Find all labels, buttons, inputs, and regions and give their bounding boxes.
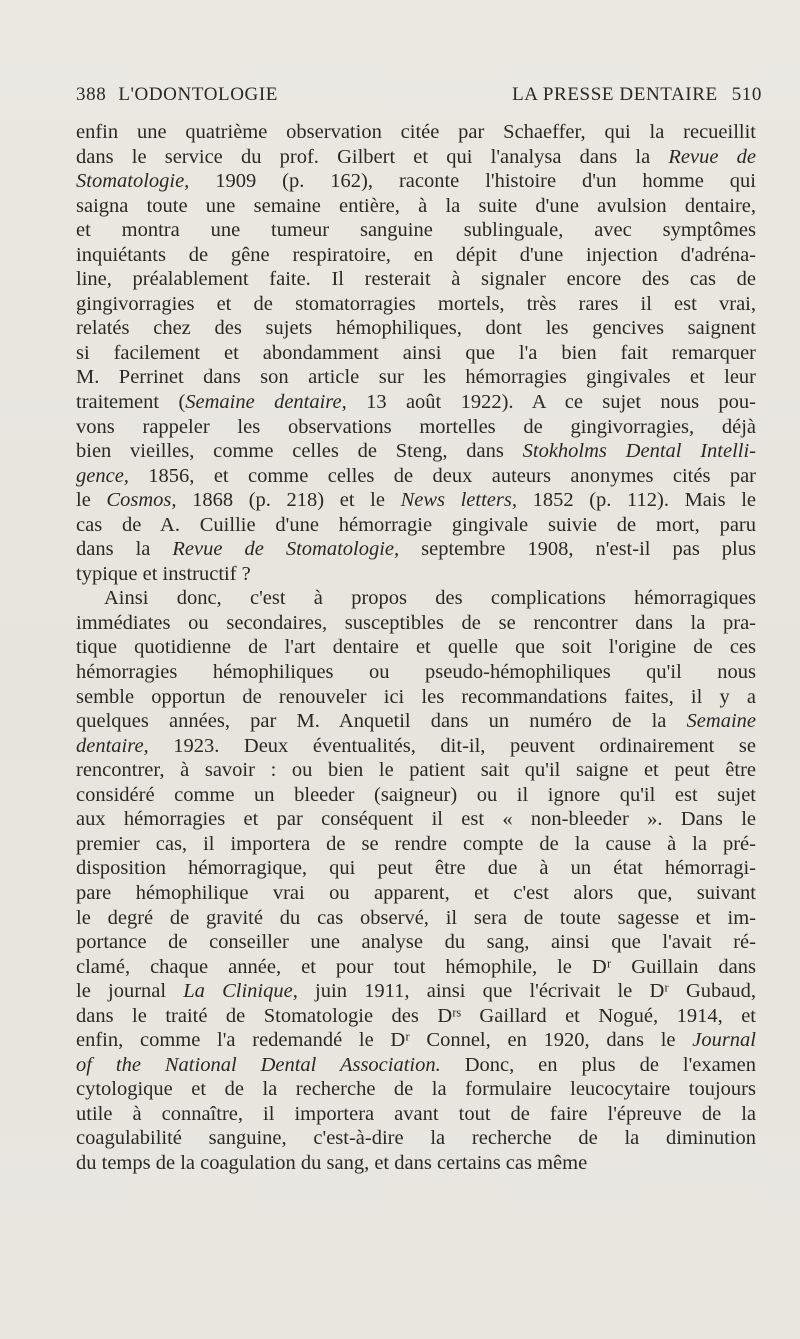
text-line	[76, 734, 756, 759]
journal-title-right: LA PRESSE DENTAIRE	[512, 84, 718, 105]
text-run: 1923. Deux éventualités, dit-il, peuvent ordinairement se	[148, 734, 756, 757]
text-line	[76, 390, 756, 415]
text-run: le journal	[76, 980, 184, 1003]
text-line	[76, 1053, 756, 1078]
text-line	[76, 807, 756, 832]
text-run: inquiétants de gêne respiratoire, en dépit d'une injection d'adréna-	[76, 243, 756, 266]
text-run: 13 août 1922). A ce sujet nous pou-	[346, 391, 756, 414]
text-run: et montra une tumeur sanguine sublinguale, avec symptômes	[76, 219, 756, 242]
text-run: aux hémorragies et par conséquent il est « non-bleeder ». Dans le	[76, 808, 756, 831]
text-run: cytologique et de la recherche de la formulaire leucocytaire toujours	[76, 1078, 756, 1101]
text-line	[76, 218, 756, 243]
italic-title: Journal	[692, 1029, 756, 1052]
text-run: bien vieilles, comme celles de Steng, dans	[76, 440, 523, 463]
text-line	[76, 341, 756, 366]
text-run: typique et instructif ?	[76, 562, 251, 585]
text-run: tique quotidienne de l'art dentaire et quelle que soit l'origine de ces	[76, 636, 756, 659]
text-run: gingivorragies et de stomatorragies mortels, très rares il est vrai,	[76, 292, 756, 315]
page-number-right: 510	[731, 84, 762, 105]
text-line	[76, 709, 756, 734]
text-line	[76, 1004, 756, 1029]
text-line	[76, 120, 756, 145]
italic-title: La Clinique,	[183, 980, 298, 1003]
text-run: relatés chez des sujets hémophiliques, dont les gencives saignent	[76, 317, 756, 340]
text-line	[76, 1126, 756, 1151]
text-run: le	[76, 489, 107, 512]
journal-title-left: L'ODONTOLOGIE	[118, 84, 278, 105]
italic-title: Semaine	[686, 710, 756, 733]
text-run: hémorragies hémophiliques ou pseudo-hémophiliques qu'il nous	[76, 661, 756, 684]
text-run: 1909 (p. 162), raconte l'histoire d'un homme qui	[189, 170, 756, 193]
text-run: M. Perrinet dans son article sur les hémorragies gingivales et leur	[76, 366, 756, 389]
text-line	[76, 537, 756, 562]
text-line	[76, 1102, 756, 1127]
text-run: du temps de la coagulation du sang, et dans certains cas même	[76, 1151, 588, 1174]
text-line	[76, 1077, 756, 1102]
italic-title: gence,	[76, 464, 129, 487]
text-run: dans le service du prof. Gilbert et qui l'analysa dans la	[76, 145, 669, 168]
text-run: dans le traité de Stomatologie des Dʳˢ Gaillard et Nogué, 1914, et	[76, 1004, 756, 1027]
text-run: cas de A. Cuillie d'une hémorragie gingivale suivie de mort, paru	[76, 513, 756, 536]
page-number-left: 388	[76, 84, 107, 105]
text-run: utile à connaître, il importera avant tout de faire l'épreuve de la	[76, 1102, 756, 1125]
italic-title: Cosmos,	[106, 489, 177, 512]
italic-title: Semaine dentaire,	[185, 391, 347, 414]
text-line	[76, 660, 756, 685]
text-run: premier cas, il importera de se rendre compte de la cause à la pré-	[76, 832, 756, 855]
italic-title: Stomatologie,	[76, 170, 190, 193]
text-run: disposition hémorragique, qui peut être due à un état hémorragi-	[76, 857, 756, 880]
text-run: enfin une quatrième observation citée par Schaeffer, qui la recueillit	[76, 121, 756, 143]
text-line	[76, 1028, 756, 1053]
text-run: semble opportun de renouveler ici les recommandations faites, il y a	[76, 685, 756, 708]
text-run: pare hémophilique vrai ou apparent, et c'est alors que, suivant	[76, 881, 756, 904]
text-run: line, préalablement faite. Il resterait à signaler encore des cas de	[76, 268, 756, 291]
text-line	[76, 783, 756, 808]
body-text	[76, 120, 756, 1176]
text-line	[76, 955, 756, 980]
text-line	[76, 906, 756, 931]
text-line	[76, 586, 756, 611]
text-line	[76, 439, 756, 464]
text-line	[76, 169, 756, 194]
text-run: Donc, en plus de l'examen	[440, 1053, 756, 1076]
text-run: si facilement et abondamment ainsi que l'a bien fait remarquer	[76, 341, 756, 364]
text-run: septembre 1908, n'est-il pas plus	[399, 538, 756, 561]
text-run: vons rappeler les observations mortelles de gingivorragies, déjà	[76, 415, 756, 438]
text-line	[76, 267, 756, 292]
text-line	[76, 635, 756, 660]
italic-title: dentaire,	[76, 734, 149, 757]
text-line	[76, 243, 756, 268]
italic-title: News letters,	[400, 489, 517, 512]
text-line	[76, 194, 756, 219]
header-right	[512, 84, 762, 106]
text-line	[76, 415, 756, 440]
text-line	[76, 881, 756, 906]
text-run: immédiates ou secondaires, susceptibles de se rencontrer dans la pra-	[76, 611, 756, 634]
text-line	[76, 930, 756, 955]
text-run: juin 1911, ainsi que l'écrivait le Dʳ Gubaud,	[297, 980, 756, 1003]
text-line	[76, 832, 756, 857]
text-line	[76, 464, 756, 489]
text-run: 1868 (p. 218) et le	[176, 489, 401, 512]
text-line	[76, 758, 756, 783]
italic-title: Revue de Stomatologie,	[172, 538, 400, 561]
text-line	[76, 562, 756, 587]
italic-title: Stokholms Dental Intelli-	[522, 440, 756, 463]
text-line	[76, 685, 756, 710]
text-line	[76, 292, 756, 317]
text-line	[76, 316, 756, 341]
text-run: 1856, et comme celles de deux auteurs anonymes cités par	[128, 464, 756, 487]
text-run: dans la	[76, 538, 173, 561]
text-run: coagulabilité sanguine, c'est-à-dire la recherche de la diminution	[76, 1127, 756, 1150]
text-line	[76, 856, 756, 881]
text-run: rencontrer, à savoir : ou bien le patient sait qu'il saigne et peut être	[76, 759, 756, 782]
text-run: portance de conseiller une analyse du sang, ainsi que l'avait ré-	[76, 931, 756, 954]
header-left	[76, 84, 278, 106]
text-run: le degré de gravité du cas observé, il sera de toute sagesse et im-	[76, 906, 756, 929]
text-run: considéré comme un bleeder (saigneur) ou il ignore qu'il est sujet	[76, 783, 756, 806]
text-line	[76, 365, 756, 390]
text-line	[76, 488, 756, 513]
text-line	[76, 145, 756, 170]
text-run: clamé, chaque année, et pour tout hémophile, le Dʳ Guillain dans	[76, 955, 756, 978]
text-run: traitement (	[76, 391, 186, 414]
text-line	[76, 1151, 756, 1176]
text-line	[76, 611, 756, 636]
italic-title: of the National Dental Association.	[76, 1053, 441, 1076]
running-header	[76, 84, 762, 110]
text-line	[76, 979, 756, 1004]
italic-title: Revue de	[668, 145, 756, 168]
text-run: Ainsi donc, c'est à propos des complications hémorragiques	[104, 587, 756, 610]
text-run: 1852 (p. 112). Mais le	[516, 489, 756, 512]
text-run: enfin, comme l'a redemandé le Dʳ Connel, en 1920, dans le	[76, 1029, 693, 1052]
text-line	[76, 513, 756, 538]
text-run: quelques années, par M. Anquetil dans un numéro de la	[76, 710, 687, 733]
text-run: saigna toute une semaine entière, à la suite d'une avulsion dentaire,	[76, 194, 756, 217]
